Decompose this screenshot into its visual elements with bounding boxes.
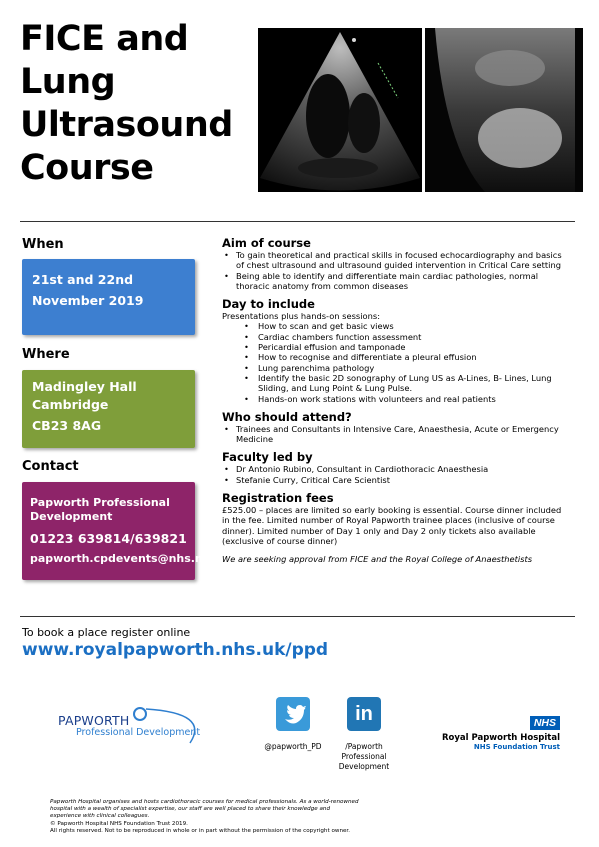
- list-item: • Being able to identify and differentiate main cardiac pathologies, normal thoracic anatomy from common diseases: [222, 271, 567, 292]
- when-box: [22, 259, 195, 335]
- where-box: [22, 370, 195, 448]
- faculty-heading: Faculty led by: [222, 450, 313, 465]
- list-item: • Cardiac chambers function assessment: [222, 332, 567, 342]
- papworth-logo: [58, 703, 218, 748]
- footer-copyright: © Papworth Hospital NHS Foundation Trust 2019.: [50, 820, 188, 827]
- list-item: • How to scan and get basic views: [222, 321, 567, 331]
- list-item: • Pericardial effusion and tamponade: [222, 342, 567, 352]
- approval-note: We are seeking approval from FICE and the Royal College of Anaesthetists: [222, 554, 533, 565]
- linkedin-handle[interactable]: [322, 742, 406, 772]
- title-line: FICE and: [20, 19, 189, 59]
- course-details: [222, 236, 567, 565]
- footer-line: Papworth Hospital organises and hosts cardiothoracic courses for medical professionals. As a world-renowned: [50, 799, 359, 805]
- lung-ultrasound-image: [425, 28, 583, 192]
- faculty-list: [222, 464, 567, 485]
- twitter-handle[interactable]: @papworth_PD: [264, 742, 322, 751]
- list-item: • Trainees and Consultants in Intensive Care, Anaesthesia, Acute or Emergency Medicine: [222, 424, 567, 445]
- where-line: Madingley Hall: [32, 379, 137, 394]
- logo-swoosh-icon: [130, 703, 216, 745]
- linkedin-icon[interactable]: in: [347, 697, 381, 731]
- footer-line: experience with clinical colleagues.: [50, 813, 150, 820]
- nhs-badge: NHS: [530, 716, 560, 730]
- day-intro: Presentations plus hands-on sessions:: [222, 311, 380, 322]
- echocardiography-image: [258, 28, 422, 192]
- fees-heading: Registration fees: [222, 491, 334, 506]
- nhs-hospital-name: Royal Papworth Hospital: [441, 733, 560, 743]
- title-line: Ultrasound: [20, 105, 233, 145]
- contact-box: [22, 482, 216, 580]
- footer-line: hospital with a wealth of specialist expertise, our staff are well placed to share their knowledge and: [50, 806, 330, 813]
- who-list: [222, 424, 567, 445]
- where-line: CB23 8AG: [32, 418, 102, 433]
- aim-heading: Aim of course: [222, 236, 311, 250]
- footer-text: [50, 799, 380, 835]
- linkedin-line: Development: [338, 762, 390, 771]
- list-item: • Dr Antonio Rubino, Consultant in Cardiothoracic Anaesthesia: [222, 464, 567, 474]
- list-item: • To gain theoretical and practical skills in focused echocardiography and basics of chest ultrasound and ultrasound guided intervention in Critical Care setting: [222, 250, 567, 271]
- nhs-trust-name: NHS Foundation Trust: [473, 743, 560, 751]
- day-list: [222, 321, 567, 403]
- contact-label: Contact: [22, 459, 79, 474]
- nhs-logo: [440, 711, 560, 751]
- title-line: Course: [20, 148, 154, 188]
- where-label: Where: [22, 347, 70, 362]
- logo-title: PAPWORTH: [58, 713, 130, 728]
- list-item: • Stefanie Curry, Critical Care Scientist: [222, 475, 567, 485]
- page-title: [20, 18, 250, 190]
- header-divider: [20, 221, 575, 222]
- when-label: When: [22, 237, 64, 252]
- list-item: • Hands-on work stations with volunteers and real patients: [222, 394, 567, 404]
- booking-link[interactable]: www.royalpapworth.nhs.uk/ppd: [22, 640, 329, 660]
- aim-list: [222, 250, 567, 291]
- contact-email[interactable]: papworth.cpdevents@nhs.net: [30, 552, 216, 565]
- list-item: • How to recognise and differentiate a pleural effusion: [222, 352, 567, 362]
- where-line: Cambridge: [32, 397, 109, 412]
- contact-phone: 01223 639814/639821: [30, 531, 187, 546]
- title-line: Lung: [20, 62, 116, 102]
- day-heading: Day to include: [222, 297, 315, 312]
- linkedin-line: /Papworth Professional: [341, 742, 387, 761]
- footer-divider: [20, 616, 575, 617]
- logo-subtitle: Professional Development: [76, 727, 201, 738]
- list-item: • Identify the basic 2D sonography of Lung US as A-Lines, B- Lines, Lung Sliding, and Lung Point & Lung Pulse.: [222, 373, 567, 394]
- fees-text: £525.00 – places are limited so early booking is essential. Course dinner included in the fee. Limited number of Royal Papworth trainee places (inclusive of course dinner). Limited number of Day 1 only and Day 2 only tickets also available (exclusive of course dinner): [222, 505, 562, 546]
- when-line: November 2019: [32, 293, 144, 308]
- footer-rights: All rights reserved. Not to be reproduced in whole or in part without the permission of the copyright owner.: [50, 827, 350, 834]
- twitter-icon[interactable]: [276, 697, 310, 731]
- contact-org: Papworth Professional Development: [30, 496, 170, 523]
- when-line: 21st and 22nd: [32, 272, 134, 287]
- booking-instruction: To book a place register online: [22, 626, 191, 639]
- who-heading: Who should attend?: [222, 409, 352, 424]
- list-item: • Lung parenchima pathology: [222, 363, 567, 373]
